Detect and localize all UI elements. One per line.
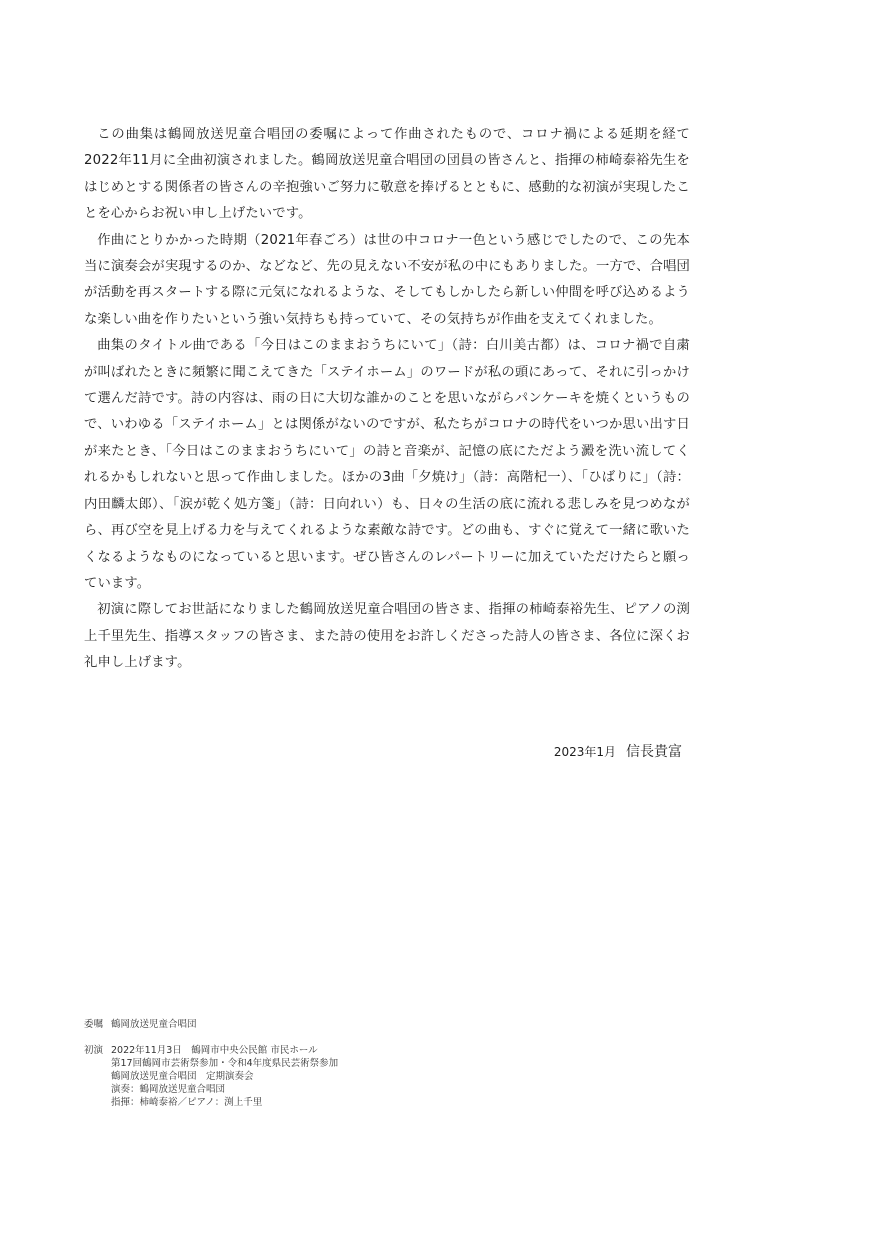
commission-label: 委嘱: [84, 1019, 104, 1030]
premiere-label: 初演: [84, 1045, 104, 1056]
commission-note: [84, 1018, 584, 1031]
premiere-festival: 第17回鶴岡市芸術祭参加・令和4年度県民芸術祭参加: [111, 1058, 339, 1069]
paragraph-2: 作曲にとりかかった時期（2021年春ごろ）は世の中コロナ一色という感じでしたので、この先本当に演奏会が実現するのか、などなど、先の見えない不安が私の中にもありました。一方で、合唱団が活動を再スタートする際に元気になれるような、そしてもしかしたら新しい仲間を呼び込めるような楽しい曲を作りたいという強い気持ちも持っていて、その気持ちが作曲を支えてくれました。: [84, 232, 690, 327]
premiere-concert: 鶴岡放送児童合唱団 定期演奏会: [111, 1071, 254, 1082]
paragraph-4: 初演に際してお世話になりました鶴岡放送児童合唱団の皆さま、指揮の柿崎泰裕先生、ピアノの渕上千里先生、指導スタッフの皆さま、また詩の使用をお許しくださった詩人の皆さま、各位に深くお礼申し上げます。: [84, 602, 690, 671]
signature-date: 2023年1月: [553, 745, 616, 759]
premiere-performer: 演奏：鶴岡放送児童合唱団: [111, 1084, 226, 1095]
signature-author: 信長貴富: [626, 744, 682, 760]
paragraph-1: この曲集は鶴岡放送児童合唱団の委嘱によって作曲されたもので、コロナ禍による延期を経て2022年11月に全曲初演されました。鶴岡放送児童合唱団の団員の皆さんと、指揮の柿崎泰裕先生をはじめとする関係者の皆さんの辛抱強いご努力に敬意を捧げるとともに、感動的な初演が実現したことを心からお祝い申し上げたいです。: [84, 127, 690, 222]
signature: [460, 742, 682, 763]
premiere-conductor-pianist: 指揮：柿崎泰裕／ピアノ：渕上千里: [111, 1097, 263, 1108]
performance-notes: [84, 1018, 584, 1109]
premiere-date-venue: 2022年11月3日 鶴岡市中央公民館 市民ホール: [111, 1045, 318, 1056]
preface-body: [84, 122, 690, 677]
premiere-note: [84, 1044, 584, 1109]
paragraph-3: 曲集のタイトル曲である「今日はこのままおうちにいて」（詩：白川美古都）は、コロナ禍で自粛が叫ばれたときに頻繁に聞こえてきた「ステイホーム」のワードが私の頭にあって、それに引っかけて選んだ詩です。詩の内容は、雨の日に大切な誰かのことを思いながらパンケーキを焼くというもので、いわゆる「ステイホーム」とは関係がないのですが、私たちがコロナの時代をいつか思い出す日が来たとき、「今日はこのままおうちにいて」の詩と音楽が、記憶の底にただよう澱を洗い流してくれるかもしれないと思って作曲しました。ほかの3曲「夕焼け」（詩：高階杞一）、「ひばりに」（詩：内田麟太郎）、「涙が乾く処方箋」（詩：日向れい）も、日々の生活の底に流れる悲しみを見つめながら、再び空を見上げる力を与えてくれるような素敵な詩です。どの曲も、すぐに覚えて一緒に歌いたくなるようなものになっていると思います。ぜひ皆さんのレパートリーに加えていただけたらと願っています。: [84, 338, 690, 591]
commission-value: 鶴岡放送児童合唱団: [111, 1019, 197, 1030]
